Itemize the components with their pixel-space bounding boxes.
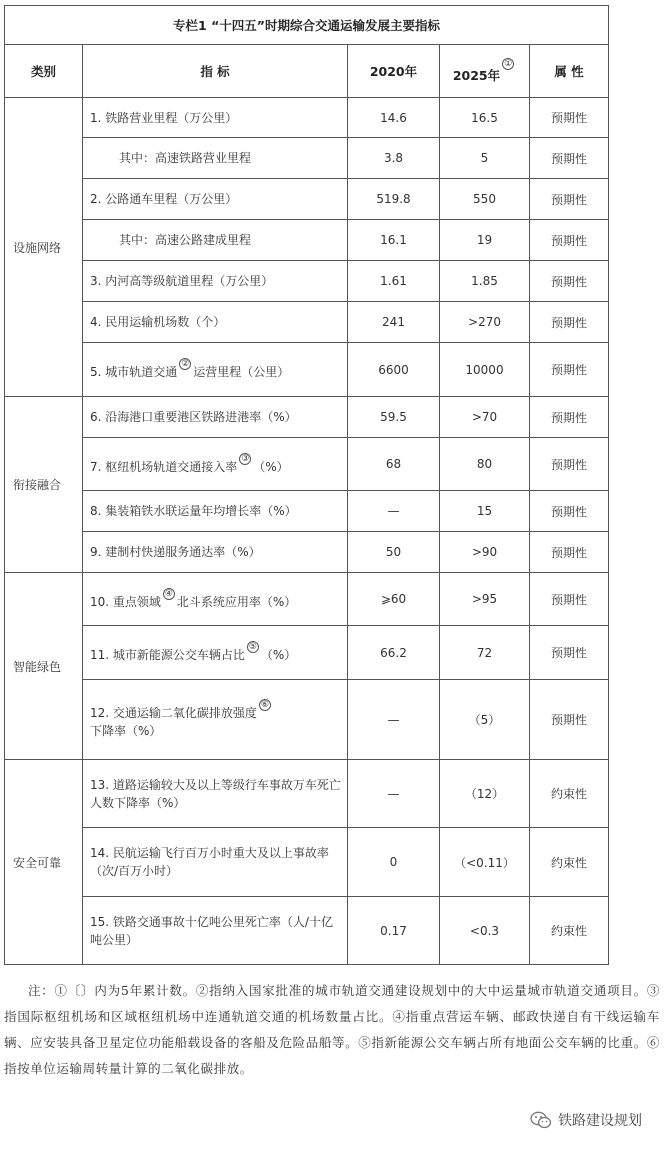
value-2020-cell: 68 — [348, 438, 440, 491]
value-2025-cell: （<0.11） — [440, 828, 530, 897]
footnote-marker: ④ — [164, 588, 173, 599]
value-2020-cell: 1.61 — [348, 261, 440, 302]
indicator-text-b: （%） — [260, 648, 297, 662]
table-row — [5, 397, 609, 438]
indicator-cell: 15. 铁路交通事故十亿吨公里死亡率（人/十亿吨公里） — [83, 897, 348, 965]
wechat-icon — [530, 1111, 552, 1129]
header-2025-label: 2025年 — [452, 68, 501, 83]
value-2025-cell: （12） — [440, 760, 530, 828]
value-2020-cell: 241 — [348, 302, 440, 343]
table-row — [5, 828, 609, 897]
value-2020-cell: 59.5 — [348, 397, 440, 438]
indicator-cell: 4. 民用运输机场数（个） — [83, 302, 348, 343]
table-row — [5, 438, 609, 491]
property-cell: 预期性 — [530, 397, 609, 438]
table-row — [5, 532, 609, 573]
value-2020-cell: 519.8 — [348, 179, 440, 220]
indicator-cell: 13. 道路运输较大及以上等级行车事故万车死亡人数下降率（%） — [83, 760, 348, 828]
header-property: 属 性 — [530, 45, 609, 98]
category-cell: 设施网络 — [5, 98, 83, 397]
table-row — [5, 343, 609, 397]
value-2025-cell: >95 — [440, 573, 530, 626]
property-cell: 约束性 — [530, 760, 609, 828]
indicator-text-a: 5. 城市轨道交通 — [90, 365, 178, 379]
indicator-text-a: 10. 重点领域 — [90, 594, 161, 609]
property-cell: 预期性 — [530, 626, 609, 680]
value-2025-cell: >270 — [440, 302, 530, 343]
value-2025-cell: 1.85 — [440, 261, 530, 302]
header-category: 类别 — [5, 45, 83, 98]
value-2020-cell: 0.17 — [348, 897, 440, 965]
value-2025-cell: 80 — [440, 438, 530, 491]
indicator-text-b: 北斗系统应用率（%） — [176, 594, 297, 609]
category-cell: 安全可靠 — [5, 760, 83, 965]
indicator-cell: 其中：高速公路建成里程 — [83, 220, 348, 261]
value-2025-cell: 550 — [440, 179, 530, 220]
property-cell: 预期性 — [530, 491, 609, 532]
table-row — [5, 491, 609, 532]
watermark — [530, 1110, 642, 1130]
category-cell: 衔接融合 — [5, 397, 83, 573]
value-2020-cell: 3.8 — [348, 138, 440, 179]
indicator-text-a: 11. 城市新能源公交车辆占比 — [90, 648, 245, 662]
property-cell: 预期性 — [530, 220, 609, 261]
property-cell: 预期性 — [530, 438, 609, 491]
property-cell: 预期性 — [530, 302, 609, 343]
value-2020-cell: 16.1 — [348, 220, 440, 261]
table-row — [5, 98, 609, 138]
property-cell: 预期性 — [530, 261, 609, 302]
property-cell: 约束性 — [530, 828, 609, 897]
indicator-cell — [83, 343, 348, 397]
value-2025-cell: 10000 — [440, 343, 530, 397]
value-2025-cell: 15 — [440, 491, 530, 532]
value-2020-cell: — — [348, 491, 440, 532]
value-2025-cell: >70 — [440, 397, 530, 438]
footnote-marker: ① — [504, 59, 513, 69]
table-row — [5, 138, 609, 179]
indicator-cell: 2. 公路通车里程（万公里） — [83, 179, 348, 220]
indicator-text-a: 12. 交通运输二氧化碳排放强度 — [90, 706, 257, 720]
indicator-cell — [83, 626, 348, 680]
value-2025-cell: 72 — [440, 626, 530, 680]
property-cell: 预期性 — [530, 98, 609, 138]
indicator-cell — [83, 438, 348, 491]
footnotes-text: 注：①〔〕内为5年累计数。②指纳入国家批准的城市轨道交通建设规划中的大中运量城市轨道交通项目。③指国际枢纽机场和区域枢纽机场中连通轨道交通的机场数量占比。④指重点营运车辆、邮政快递自有干线运输车辆、应安装具备卫星定位功能船载设备的客船及危险品船等。⑤指新能源公交车辆占所有地面公交车辆的比重。⑥指按单位运输周转量计算的二氧化碳排放。 — [4, 983, 660, 1076]
value-2020-cell: 66.2 — [348, 626, 440, 680]
value-2020-cell: 50 — [348, 532, 440, 573]
indicator-cell: 6. 沿海港口重要港区铁路进港率（%） — [83, 397, 348, 438]
indicator-cell: 其中：高速铁路营业里程 — [83, 138, 348, 179]
footnotes — [4, 978, 660, 1082]
table-row — [5, 573, 609, 626]
indicator-text-a: 7. 枢纽机场轨道交通接入率 — [90, 459, 238, 474]
header-2025 — [440, 45, 530, 98]
property-cell: 预期性 — [530, 680, 609, 760]
value-2025-cell: 16.5 — [440, 98, 530, 138]
value-2025-cell: （5） — [440, 680, 530, 760]
table-row — [5, 897, 609, 965]
indicator-text-b: （%） — [253, 459, 289, 474]
value-2020-cell: — — [348, 680, 440, 760]
watermark-text: 铁路建设规划 — [558, 1113, 642, 1129]
indicator-cell: 1. 铁路营业里程（万公里） — [83, 98, 348, 138]
footnote-marker: ⑤ — [248, 642, 257, 652]
property-cell: 预期性 — [530, 138, 609, 179]
table-row — [5, 220, 609, 261]
property-cell: 约束性 — [530, 897, 609, 965]
property-cell: 预期性 — [530, 532, 609, 573]
table-row — [5, 626, 609, 680]
table-row — [5, 179, 609, 220]
indicator-cell: 9. 建制村快递服务通达率（%） — [83, 532, 348, 573]
category-cell: 智能绿色 — [5, 573, 83, 760]
value-2020-cell: 14.6 — [348, 98, 440, 138]
indicator-cell: 14. 民航运输飞行百万小时重大及以上事故率（次/百万小时） — [83, 828, 348, 897]
indicator-text-b: 运营里程（公里） — [193, 365, 290, 379]
indicator-cell — [83, 680, 348, 760]
table-row — [5, 680, 609, 760]
footnote-marker: ⑥ — [260, 700, 269, 710]
footnote-marker: ② — [181, 359, 190, 369]
indicator-cell: 8. 集装箱铁水联运量年均增长率（%） — [83, 491, 348, 532]
indicator-cell — [83, 573, 348, 626]
value-2020-cell: 0 — [348, 828, 440, 897]
table-title: 专栏1 “十四五”时期综合交通运输发展主要指标 — [5, 6, 609, 45]
value-2025-cell: 5 — [440, 138, 530, 179]
value-2020-cell: 6600 — [348, 343, 440, 397]
property-cell: 预期性 — [530, 343, 609, 397]
value-2020-cell: ⩾60 — [348, 573, 440, 626]
value-2020-cell: — — [348, 760, 440, 828]
property-cell: 预期性 — [530, 573, 609, 626]
value-2025-cell: >90 — [440, 532, 530, 573]
indicators-table — [4, 5, 609, 965]
indicator-cell: 3. 内河高等级航道里程（万公里） — [83, 261, 348, 302]
indicator-text-b: 下降率（%） — [90, 724, 162, 738]
header-2020: 2020年 — [348, 45, 440, 98]
value-2025-cell: <0.3 — [440, 897, 530, 965]
header-indicator: 指 标 — [83, 45, 348, 98]
property-cell: 预期性 — [530, 179, 609, 220]
table-row — [5, 261, 609, 302]
table-row — [5, 760, 609, 828]
table-row — [5, 302, 609, 343]
value-2025-cell: 19 — [440, 220, 530, 261]
footnote-marker: ③ — [241, 453, 250, 464]
